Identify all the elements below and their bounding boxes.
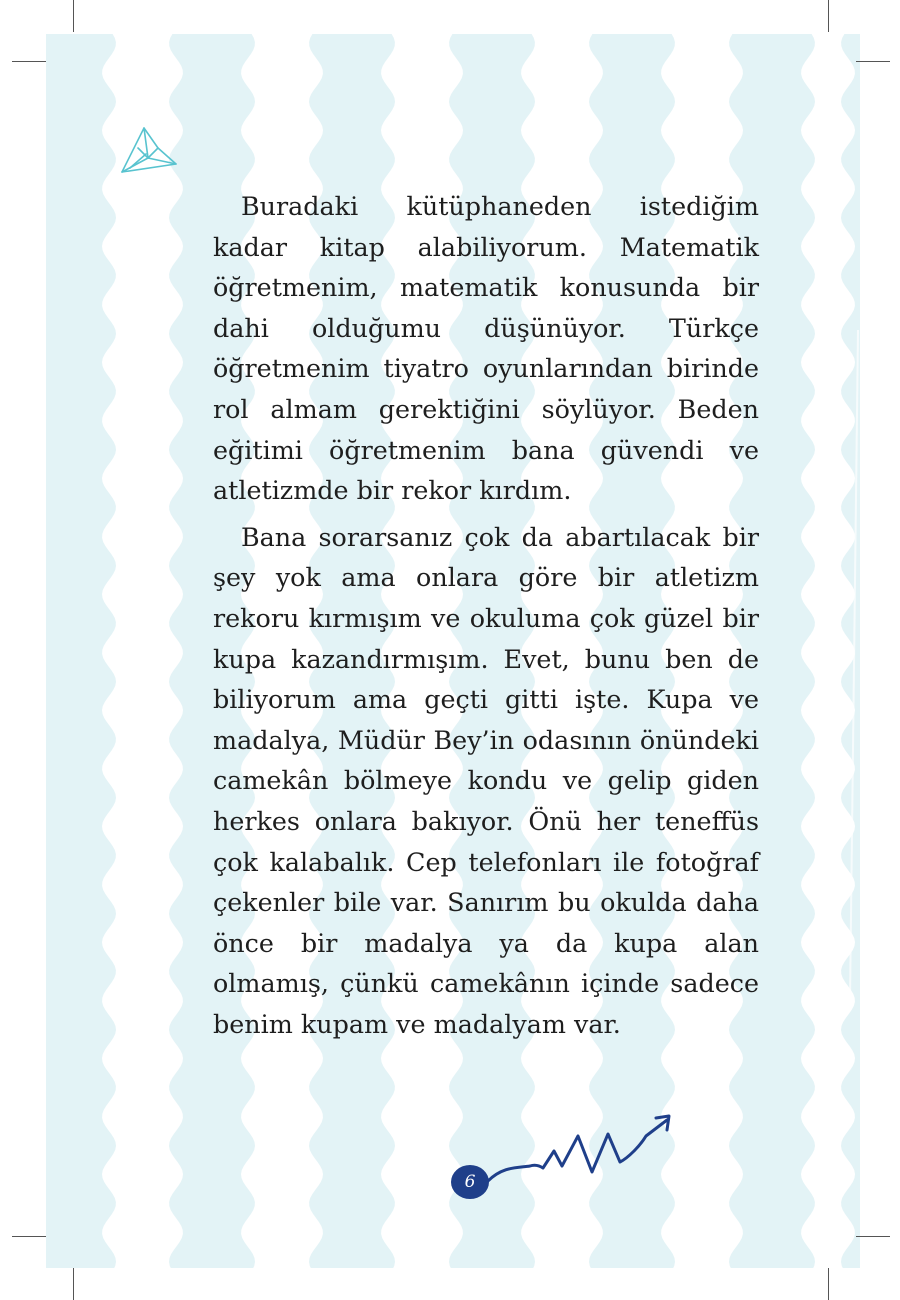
- crop-mark-bottom-right-h: [856, 1236, 890, 1237]
- page-number: 6: [464, 1172, 476, 1192]
- crop-mark-top-left-v: [73, 0, 74, 32]
- paper-plane-icon: [118, 124, 180, 180]
- crop-mark-top-right-v: [828, 0, 829, 32]
- crop-mark-top-left-h: [12, 61, 46, 62]
- crop-mark-bottom-right-v: [828, 1268, 829, 1300]
- paragraph: Buradaki kütüphaneden istediğim kadar kitap alabiliyorum. Matematik öğretmenim, matematik konusunda bir dahi olduğumu düşünüyor. Türkçe öğretmenim tiyatro oyunlarından birinde rol almam gerektiğini söylüyor. Beden eğitimi öğretmenim bana güvendi ve atletizmde bir rekor kırdım.: [213, 191, 759, 506]
- crop-mark-top-right-h: [856, 61, 890, 62]
- paragraph: Bana sorarsanız çok da abartılacak bir şey yok ama onlara göre bir atletizm rekoru kırmışım ve okuluma çok güzel bir kupa kazandırmışım. Evet, bunu ben de biliyorum ama geçti gitti işte. Kupa ve madalya, Müdür Bey’in odasının önündeki camekân bölmeye kondu ve gelip giden herkes onlara bakıyor. Önü her teneffüs çok kalabalık. Cep telefonları ile fotoğraf çekenler bile var. Sanırım bu okulda daha önce bir madalya ya da kupa alan olmamış, çünkü camekânın içinde sadece benim kupam ve madalyam var.: [213, 521, 759, 1039]
- crop-mark-bottom-left-v: [73, 1268, 74, 1300]
- crop-mark-bottom-left-h: [12, 1236, 46, 1237]
- body-text: [213, 186, 759, 1050]
